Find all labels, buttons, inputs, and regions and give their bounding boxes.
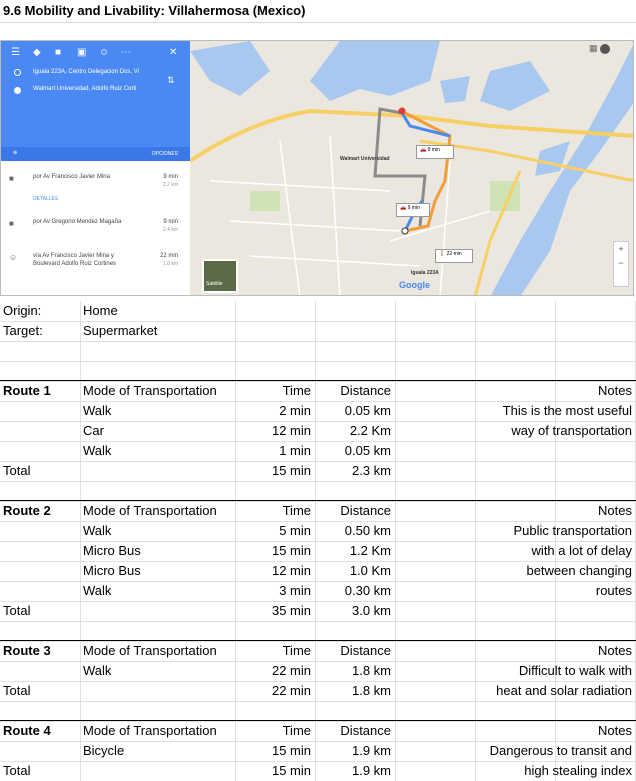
- leg-time[interactable]: 5 min: [279, 523, 311, 538]
- options-button[interactable]: OPCIONES: [151, 151, 178, 157]
- transit-mode-icon[interactable]: ▣: [77, 47, 87, 58]
- leg-time[interactable]: 12 min: [271, 423, 311, 438]
- gridline: [0, 341, 636, 342]
- add-destination-icon[interactable]: ⊕: [13, 150, 18, 156]
- gridline: [0, 481, 636, 482]
- route-notes[interactable]: routes: [595, 583, 632, 598]
- more-modes-icon[interactable]: ⋯: [121, 47, 131, 58]
- time-header: Time: [282, 503, 311, 518]
- leg-time[interactable]: 1 min: [279, 443, 311, 458]
- leg-distance[interactable]: 1.9 km: [351, 743, 391, 758]
- leg-distance[interactable]: 0.05 km: [344, 403, 391, 418]
- satellite-label: Satélite: [206, 281, 223, 287]
- leg-mode[interactable]: Bicycle: [83, 743, 125, 758]
- total-distance[interactable]: 3.0 km: [351, 603, 391, 618]
- zoom-in-icon[interactable]: +: [618, 244, 624, 254]
- leg-mode[interactable]: Micro Bus: [83, 563, 141, 578]
- walk-time-bubble[interactable]: 🚶 22 min: [435, 249, 473, 263]
- origin-input[interactable]: Iguala 223A, Centro Delegacion Dos, Vi: [33, 69, 139, 75]
- leg-time[interactable]: 3 min: [279, 583, 311, 598]
- gridline: [0, 361, 636, 362]
- travel-mode-bar: [11, 47, 181, 61]
- total-time[interactable]: 15 min: [271, 463, 311, 478]
- menu-icon[interactable]: ☰: [11, 47, 20, 58]
- gridline: [0, 701, 636, 702]
- leg-distance[interactable]: 1.8 km: [351, 663, 391, 678]
- route-name: Route 4: [3, 723, 51, 738]
- gridline: [395, 301, 396, 781]
- time-header: Time: [282, 723, 311, 738]
- walk-icon: 🚶: [439, 251, 446, 257]
- notes-header: Notes: [598, 723, 632, 738]
- total-label: Total: [3, 463, 31, 478]
- leg-mode[interactable]: Walk: [83, 583, 112, 598]
- route-notes[interactable]: This is the most useful: [502, 403, 632, 418]
- route-option-2[interactable]: ■ por Av Gregorio Mendez Magaña 9 min 2.4 km: [9, 219, 178, 233]
- route-option-1[interactable]: ■ por Av Francisco Javier Mina 9 min 2.2 km DETALLES: [9, 174, 178, 202]
- leg-mode[interactable]: Walk: [83, 663, 112, 678]
- origin-value[interactable]: Home: [83, 303, 118, 318]
- destination-pin-icon: [14, 87, 21, 94]
- distance-header: Distance: [340, 383, 391, 398]
- leg-distance[interactable]: 0.50 km: [344, 523, 391, 538]
- notes-header: Notes: [598, 643, 632, 658]
- car-icon: ■: [9, 219, 14, 228]
- leg-distance[interactable]: 0.05 km: [344, 443, 391, 458]
- account-area: [589, 43, 629, 57]
- notes-header: Notes: [598, 503, 632, 518]
- route-name: Route 2: [3, 503, 51, 518]
- mode-header: Mode of Transportation: [83, 723, 217, 738]
- leg-mode[interactable]: Walk: [83, 443, 112, 458]
- route-option-3[interactable]: ☺ vía Av Francisco Javier Mina y Boulevard Adolfo Ruiz Cortines 22 min 1.8 km: [9, 253, 178, 267]
- target-value[interactable]: Supermarket: [83, 323, 158, 338]
- leg-time[interactable]: 2 min: [279, 403, 311, 418]
- total-distance[interactable]: 1.8 km: [351, 683, 391, 698]
- route-notes[interactable]: heat and solar radiation: [496, 683, 632, 698]
- leg-distance[interactable]: 0.30 km: [344, 583, 391, 598]
- total-time[interactable]: 15 min: [271, 763, 311, 778]
- zoom-controls[interactable]: [613, 241, 629, 287]
- route-notes[interactable]: Public transportation: [513, 523, 632, 538]
- route-notes[interactable]: Dangerous to transit and: [489, 743, 632, 758]
- total-distance[interactable]: 2.3 km: [351, 463, 391, 478]
- swap-icon[interactable]: ⇅: [167, 75, 175, 85]
- route-name: Route 3: [3, 643, 51, 658]
- directions-panel: [1, 41, 190, 296]
- apps-icon[interactable]: ▦: [589, 43, 598, 53]
- leg-mode[interactable]: Walk: [83, 523, 112, 538]
- car-icon: ■: [9, 174, 14, 183]
- car-time-bubble-2[interactable]: 🚗 9 min: [396, 203, 430, 217]
- leg-distance[interactable]: 1.0 Km: [349, 563, 391, 578]
- notes-header: Notes: [598, 383, 632, 398]
- destination-input[interactable]: Walmart Universidad, Adolfo Ruiz Corti: [33, 86, 137, 92]
- walk-icon: ☺: [9, 253, 18, 262]
- satellite-toggle[interactable]: [202, 259, 238, 293]
- mode-header: Mode of Transportation: [83, 643, 217, 658]
- leg-time[interactable]: 15 min: [271, 543, 311, 558]
- leg-distance[interactable]: 2.2 Km: [349, 423, 391, 438]
- origin-label: Origin:: [3, 303, 42, 318]
- total-label: Total: [3, 763, 31, 778]
- mode-header: Mode of Transportation: [83, 383, 217, 398]
- mode-header: Mode of Transportation: [83, 503, 217, 518]
- leg-distance[interactable]: 1.2 Km: [349, 543, 391, 558]
- origin-dot-icon: [14, 69, 21, 76]
- route-notes[interactable]: way of transportation: [511, 423, 632, 438]
- avatar[interactable]: [600, 44, 610, 54]
- google-logo: Google: [399, 280, 430, 290]
- page-title: 9.6 Mobility and Livability: Villahermosa (Mexico): [3, 3, 306, 18]
- leg-mode[interactable]: Car: [83, 423, 104, 438]
- destination-label: Iguala 223A: [411, 270, 439, 276]
- target-label: Target:: [3, 323, 43, 338]
- leg-time[interactable]: 12 min: [271, 563, 311, 578]
- route-notes[interactable]: with a lot of delay: [531, 543, 632, 558]
- best-route-icon[interactable]: ◆: [33, 47, 41, 58]
- gridline: [0, 621, 636, 622]
- spreadsheet: [0, 301, 636, 781]
- map-screenshot: [0, 40, 634, 296]
- car-mode-icon[interactable]: ■: [55, 47, 62, 58]
- directions-header: [1, 41, 190, 147]
- walmart-label: Walmart Universidad: [340, 156, 390, 162]
- distance-header: Distance: [340, 643, 391, 658]
- total-label: Total: [3, 683, 31, 698]
- leg-mode[interactable]: Walk: [83, 403, 112, 418]
- details-link[interactable]: DETALLES: [33, 196, 59, 202]
- total-time[interactable]: 22 min: [271, 683, 311, 698]
- walk-mode-icon[interactable]: ☺: [99, 47, 110, 58]
- time-header: Time: [282, 383, 311, 398]
- options-bar: [1, 147, 190, 161]
- car-icon: 🚗: [400, 205, 407, 211]
- time-header: Time: [282, 643, 311, 658]
- total-distance[interactable]: 1.9 km: [351, 763, 391, 778]
- route-notes[interactable]: between changing: [526, 563, 632, 578]
- map-canvas[interactable]: [190, 41, 634, 296]
- route-notes[interactable]: Difficult to walk with: [518, 663, 632, 678]
- distance-header: Distance: [340, 503, 391, 518]
- close-icon[interactable]: ✕: [169, 47, 178, 58]
- leg-time[interactable]: 15 min: [271, 743, 311, 758]
- car-icon: 🚗: [420, 147, 427, 153]
- distance-header: Distance: [340, 723, 391, 738]
- zoom-out-icon[interactable]: −: [618, 258, 624, 268]
- route-name: Route 1: [3, 383, 51, 398]
- total-label: Total: [3, 603, 31, 618]
- route-notes[interactable]: high stealing index: [524, 763, 632, 778]
- gridline: [80, 301, 81, 781]
- total-time[interactable]: 35 min: [271, 603, 311, 618]
- title-row: [0, 0, 636, 23]
- leg-time[interactable]: 22 min: [271, 663, 311, 678]
- car-time-bubble[interactable]: 🚗 9 min: [416, 145, 454, 159]
- leg-mode[interactable]: Micro Bus: [83, 543, 141, 558]
